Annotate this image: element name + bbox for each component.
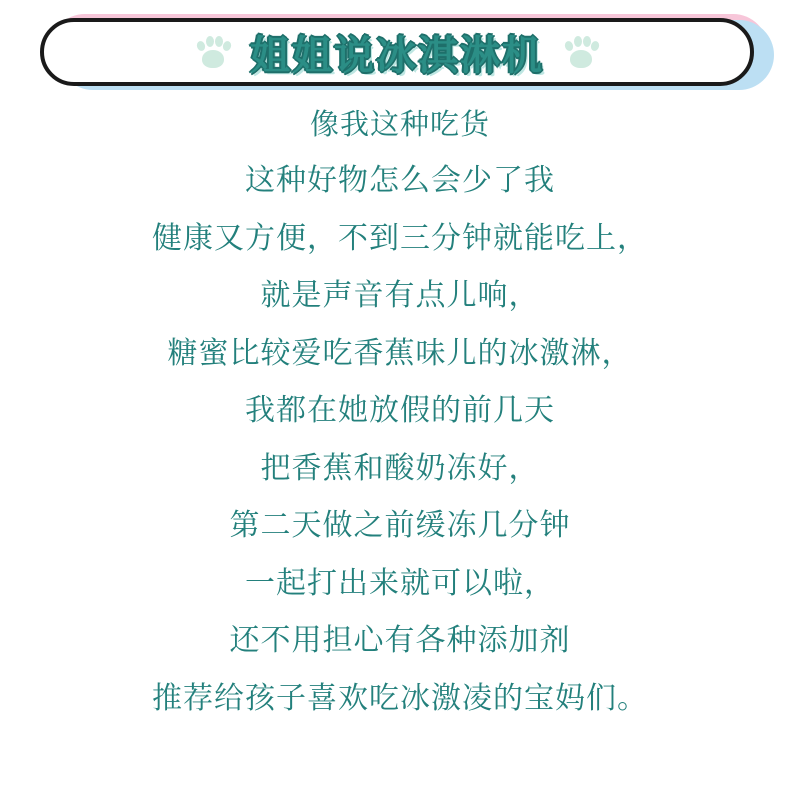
header-banner [40, 14, 760, 90]
body-line: 把香蕉和酸奶冻好， [260, 450, 540, 486]
body-line: 还不用担心有各种添加剂 [229, 623, 571, 659]
body-line: 糖蜜比较爱吃香蕉味儿的冰激淋， [167, 335, 633, 371]
body-line: 像我这种吃货 [309, 107, 490, 141]
body-line: 健康又方便，不到三分钟就能吃上， [152, 220, 648, 256]
paw-print-icon-left [194, 34, 232, 70]
body-line: 就是声音有点儿响， [260, 278, 540, 314]
body-line: 推荐给孩子喜欢吃冰激凌的宝妈们。 [152, 680, 648, 716]
body-line: 一起打出来就可以啦， [245, 565, 555, 601]
body-line: 这种好物怎么会少了我 [245, 163, 555, 199]
body-line: 我都在她放假的前几天 [245, 393, 555, 429]
paw-print-icon-right [562, 34, 600, 70]
body-copy [0, 106, 800, 717]
page-title: 姐姐说冰淇淋机 [250, 32, 544, 79]
banner-content [40, 18, 754, 86]
body-line: 第二天做之前缓冻几分钟 [229, 508, 571, 544]
